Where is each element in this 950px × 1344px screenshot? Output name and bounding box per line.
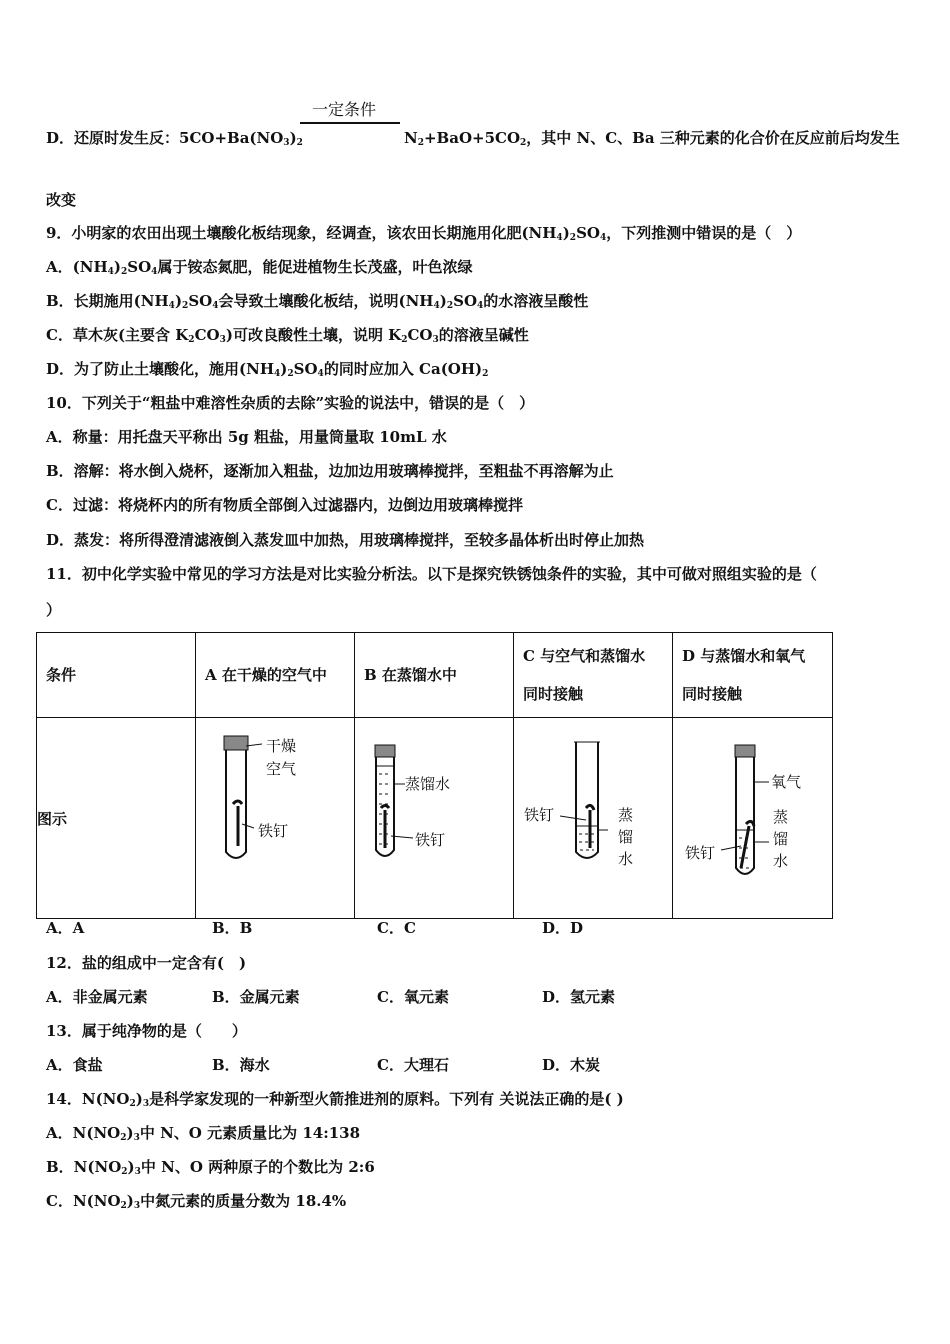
q13-option-b: B．海水	[212, 1056, 270, 1074]
reaction-arrow-line	[300, 122, 400, 124]
label-nail: 铁钉	[258, 822, 289, 840]
q8-option-d-cont: 改变	[46, 191, 77, 209]
q12-option-d: D．氢元素	[542, 988, 616, 1006]
tube-stopper	[375, 745, 395, 757]
q11-stem: 11．初中化学实验中常见的学习方法是对比实验分析法。以下是探究铁锈蚀条件的实验，其中可做对照组实验的是（	[46, 565, 817, 583]
label-steam-2: 馏	[618, 828, 634, 846]
table-header-d: D 与蒸馏水和氧气 同时接触	[673, 633, 833, 718]
reaction-condition: 一定条件	[312, 100, 377, 119]
q9-option-d: D．为了防止土壤酸化，施用$(NH_4)_2SO_4$的同时应加入 $Ca(OH)_2$	[46, 360, 489, 379]
q12-stem: 12．盐的组成中一定含有( )	[46, 954, 247, 972]
q10-option-d: D．蒸发：将所得澄清滤液倒入蒸发皿中加热，用玻璃棒搅拌，至较多晶体析出时停止加热	[46, 531, 645, 549]
label-steam-1: 蒸	[773, 808, 789, 826]
label-dry: 干燥	[266, 737, 297, 755]
q13-option-d: D．木炭	[542, 1056, 601, 1074]
q12-option-c: C．氧元素	[377, 988, 449, 1006]
table-header-condition: 条件	[37, 633, 196, 718]
label-air: 空气	[266, 760, 297, 778]
table-header-b: B 在蒸馏水中	[355, 633, 514, 718]
q12-option-b: B．金属元素	[212, 988, 300, 1006]
label-steam-3: 水	[618, 850, 634, 868]
label-nail: 铁钉	[415, 831, 446, 849]
figure-b	[355, 718, 514, 919]
q14-option-c: C．$N(NO_2)_3$中氮元素的质量分数为 18.4%	[46, 1192, 347, 1211]
label-steam-2: 馏	[773, 830, 789, 848]
table-header-a: A 在干燥的空气中	[196, 633, 355, 718]
figure-c	[514, 718, 673, 919]
q9-option-a: A．$(NH_4)_2SO_4$属于铵态氮肥，能促进植物生长茂盛，叶色浓绿	[46, 258, 473, 277]
q9-stem: 9．小明家的农田出现土壤酸化板结现象，经调查，该农田长期施用化肥$(NH_4)_2SO_4$，下列推测中错误的是（ ）	[46, 224, 802, 243]
test-tube-dry-air	[196, 718, 355, 914]
figure-d	[673, 718, 833, 919]
q8-option-d: D．还原时发生反：$5CO+Ba(NO_3)_2$	[46, 129, 303, 148]
q8-option-d-products: $N_2+BaO+5CO_2$，其中 N、C、Ba 三种元素的化合价在反应前后均发生	[404, 129, 900, 148]
q9-option-c: C．草木灰(主要含 $K_2CO_3$)可改良酸性土壤，说明 $K_2CO_3$的溶液呈碱性	[46, 326, 529, 345]
q14-option-a: A．$N(NO_2)_3$中 N、O 元素质量比为 14:138	[46, 1124, 361, 1143]
tube-stopper	[735, 745, 755, 757]
iron-nail-shape	[381, 806, 389, 849]
label-oxygen: 氧气	[771, 773, 802, 791]
label-nail: 铁钉	[524, 806, 555, 824]
tube-body	[736, 757, 754, 874]
figure-a	[196, 718, 355, 919]
q14-option-b: B．$N(NO_2)_3$中 N、O 两种原子的个数比为 2:6	[46, 1158, 375, 1177]
q9-option-b: B．长期施用$(NH_4)_2SO_4$会导致土壤酸化板结，说明$(NH_4)_2SO_4$的水溶液呈酸性	[46, 292, 589, 311]
tube-body	[226, 750, 246, 858]
table-header-c: C 与空气和蒸馏水 同时接触	[514, 633, 673, 718]
tube-stopper	[224, 736, 248, 750]
test-tube-air-and-water	[514, 718, 673, 914]
label-steam-3: 水	[773, 852, 789, 870]
table-row-label-figure: 图示	[37, 718, 196, 919]
q10-stem: 10．下列关于“粗盐中难溶性杂质的去除”实验的说法中，错误的是（ ）	[46, 394, 535, 412]
q13-option-a: A．食盐	[46, 1056, 103, 1074]
label-steam-1: 蒸	[618, 806, 634, 824]
q13-option-c: C．大理石	[377, 1056, 449, 1074]
label-water: 蒸馏水	[405, 775, 451, 793]
q13-stem: 13．属于纯净物的是（ ）	[46, 1022, 247, 1040]
q11-option-b: B．B	[212, 919, 253, 937]
label-nail: 铁钉	[685, 844, 716, 862]
q10-option-b: B．溶解：将水倒入烧杯，逐渐加入粗盐，边加边用玻璃棒搅拌，至粗盐不再溶解为止	[46, 462, 614, 480]
q11-option-a: A．A	[46, 919, 85, 937]
iron-nail-shape	[741, 821, 754, 868]
q10-option-c: C．过滤：将烧杯内的所有物质全部倒入过滤器内，边倒边用玻璃棒搅拌	[46, 496, 523, 514]
tube-body	[576, 742, 598, 858]
q14-stem: 14．$N(NO_2)_3$是科学家发现的一种新型火箭推进剂的原料。下列有 关说法正确的是( )	[46, 1090, 624, 1109]
test-tube-distilled-water	[355, 718, 514, 914]
experiment-table	[36, 632, 833, 919]
test-tube-water-and-oxygen	[673, 718, 833, 914]
q11-stem-cont: ）	[46, 601, 62, 619]
q10-option-a: A．称量：用托盘天平称出 5g 粗盐，用量筒量取 10mL 水	[46, 428, 447, 446]
iron-nail-shape	[233, 801, 242, 846]
q11-option-c: C．C	[377, 919, 416, 937]
q11-option-d: D．D	[542, 919, 584, 937]
q12-option-a: A．非金属元素	[46, 988, 148, 1006]
